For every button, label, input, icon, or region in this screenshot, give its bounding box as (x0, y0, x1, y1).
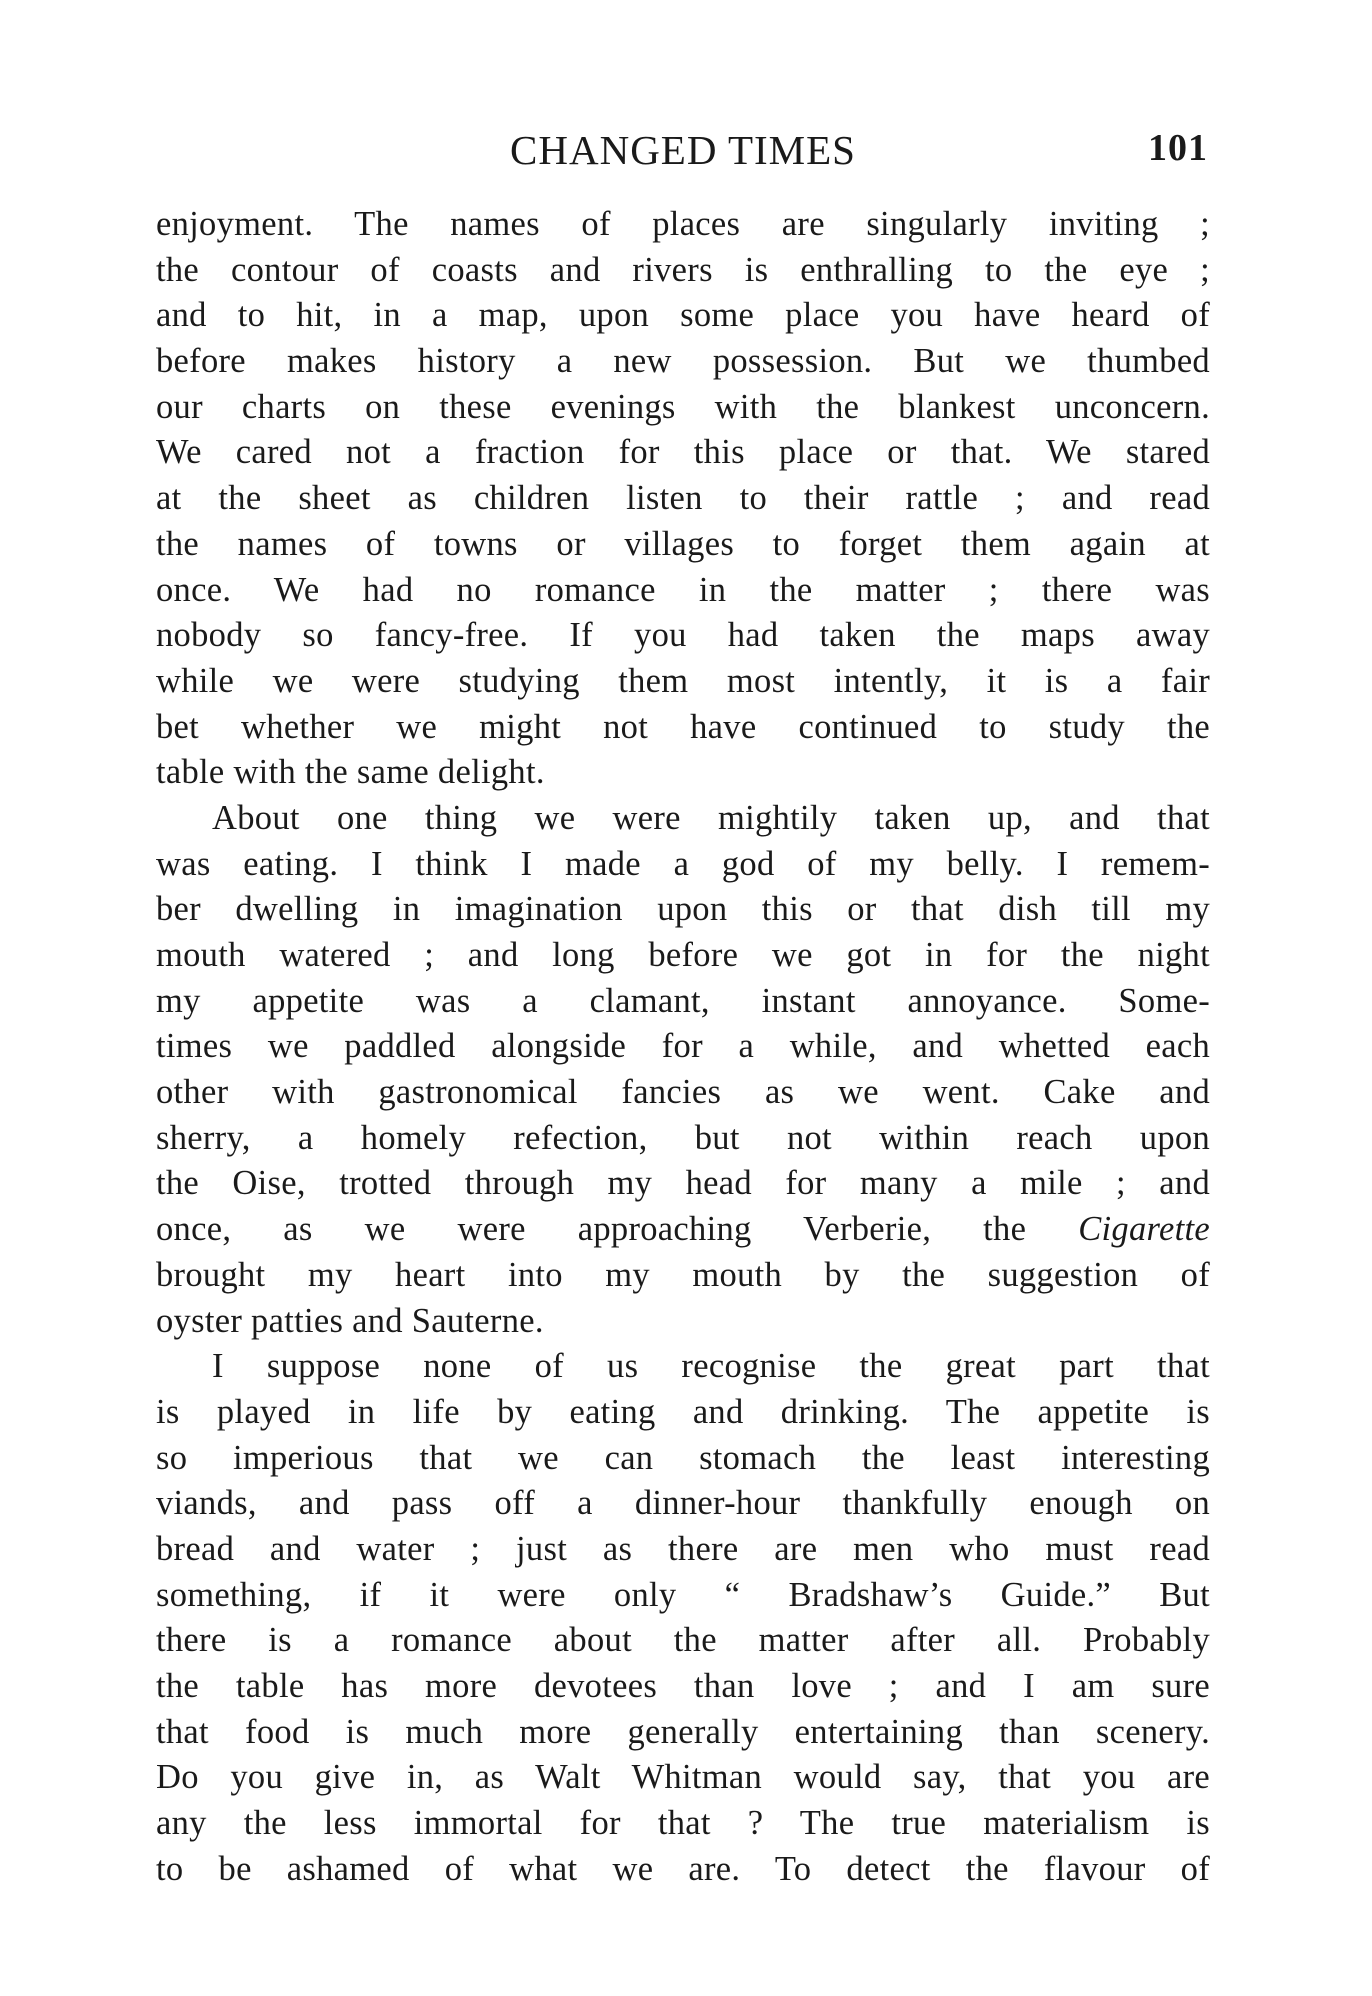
text-line: other with gastronomical fancies as we went. Cake and (156, 1073, 1210, 1112)
text-line: was eating. I think I made a god of my belly. I remem- (156, 844, 1210, 883)
text-line: viands, and pass off a dinner-hour thankfully enough on (156, 1484, 1210, 1523)
text-line: times we paddled alongside for a while, and whetted each (156, 1027, 1210, 1066)
text-line: is played in life by eating and drinking. The appetite is (156, 1392, 1210, 1431)
text-line: while we were studying them most intently, it is a fair (156, 661, 1210, 700)
text-line-with-italic (156, 1207, 1210, 1253)
text-line: the contour of coasts and rivers is enthralling to the eye ; (156, 250, 1210, 289)
text-line: table with the same delight. (156, 753, 545, 792)
running-head (158, 126, 1208, 176)
text-line: Do you give in, as Walt Whitman would say, that you are (156, 1758, 1210, 1797)
text-fragment: once, as we were approaching Verberie, the (156, 1210, 1027, 1249)
page-number: 101 (1148, 127, 1208, 169)
body-text (156, 202, 1210, 1892)
text-line: About one thing we were mightily taken up, and that (212, 798, 1210, 837)
text-line: at the sheet as children listen to their rattle ; and read (156, 479, 1210, 518)
text-line: mouth watered ; and long before we got in for the night (156, 936, 1210, 974)
chapter-title: CHANGED TIMES (510, 127, 856, 173)
text-line: my appetite was a clamant, instant annoyance. Some- (156, 981, 1210, 1020)
italic-boat-name: Cigarette (1078, 1210, 1210, 1249)
text-line: to be ashamed of what we are. To detect the flavour of (156, 1849, 1210, 1888)
text-line: the table has more devotees than love ; and I am sure (156, 1667, 1210, 1705)
text-line: the Oise, trotted through my head for many a mile ; and (156, 1164, 1210, 1203)
text-line: once. We had no romance in the matter ; there was (156, 570, 1210, 609)
text-line: oyster patties and Sauterne. (156, 1301, 544, 1340)
text-line: that food is much more generally entertaining than scenery. (156, 1712, 1210, 1751)
text-line: We cared not a fraction for this place or that. We stared (156, 433, 1210, 472)
text-line: any the less immortal for that ? The true materialism is (156, 1804, 1210, 1843)
text-line: ber dwelling in imagination upon this or that dish till my (156, 890, 1210, 929)
text-line: and to hit, in a map, upon some place you have heard of (156, 296, 1210, 335)
text-line: there is a romance about the matter after all. Probably (156, 1621, 1210, 1660)
text-line: the names of towns or villages to forget them again at (156, 524, 1210, 563)
text-line: before makes history a new possession. But we thumbed (156, 342, 1210, 381)
text-line: something, if it were only “ Bradshaw’s Guide.” But (156, 1575, 1210, 1614)
text-line: I suppose none of us recognise the great part that (212, 1347, 1210, 1386)
text-line: sherry, a homely refection, but not within reach upon (156, 1118, 1210, 1157)
text-line: bet whether we might not have continued to study the (156, 707, 1210, 746)
text-line: nobody so fancy-free. If you had taken the maps away (156, 616, 1210, 655)
text-line: our charts on these evenings with the blankest unconcern. (156, 387, 1210, 426)
text-line: brought my heart into my mouth by the suggestion of (156, 1255, 1210, 1294)
text-line: enjoyment. The names of places are singularly inviting ; (156, 205, 1210, 243)
text-line: bread and water ; just as there are men who must read (156, 1529, 1210, 1568)
text-line: so imperious that we can stomach the least interesting (156, 1438, 1210, 1477)
